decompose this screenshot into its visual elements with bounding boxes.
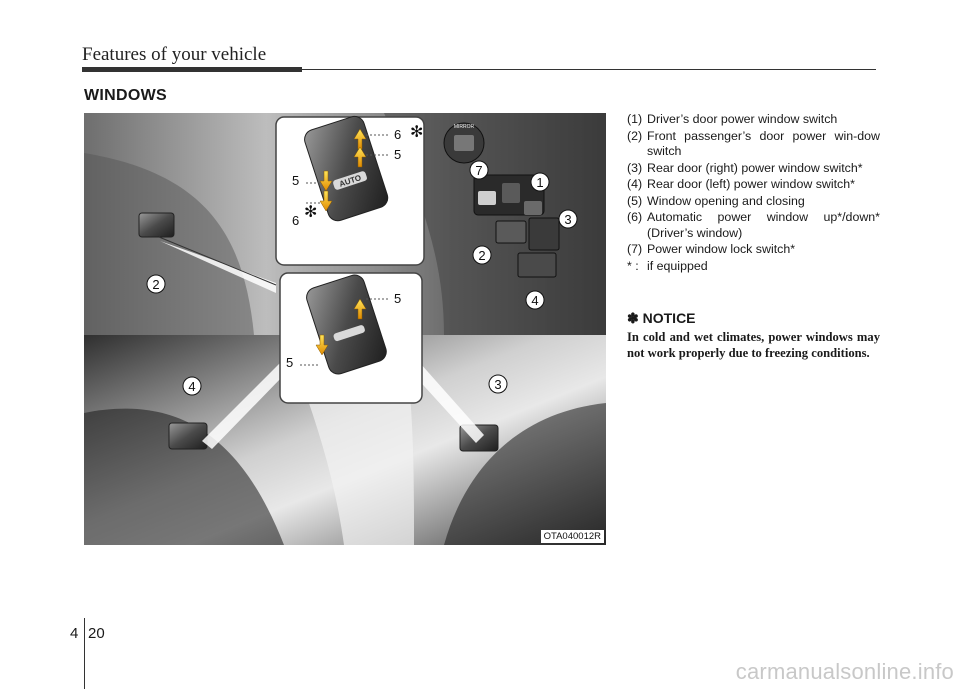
mirror-label: MIRROR	[453, 124, 475, 130]
list-item	[627, 129, 880, 160]
auto-label: AUTO	[338, 173, 363, 189]
page-header-title: Features of your vehicle	[82, 44, 267, 65]
notice-heading	[627, 310, 696, 327]
callout-7: 7	[475, 163, 483, 178]
callout-2-left: 2	[152, 277, 160, 292]
callout-4-upper: 4	[531, 293, 539, 308]
list-item	[627, 161, 880, 177]
list-item	[627, 259, 880, 275]
header-rule	[302, 69, 876, 70]
list-item	[627, 112, 880, 128]
window-switch-figure	[84, 113, 606, 545]
list-item-number: * :	[627, 258, 639, 273]
list-item-text: Rear door (right) power window switch*	[647, 160, 863, 175]
list-item-text: if equipped	[647, 258, 708, 273]
list-item-text: Window opening and closing	[647, 193, 805, 208]
callout-4-lower: 4	[188, 379, 196, 394]
list-item	[627, 194, 880, 210]
callout-1: 1	[536, 175, 544, 190]
list-item-text: Driver’s door power window switch	[647, 112, 838, 126]
figure-illustration	[84, 113, 606, 545]
list-item-number: (4)	[627, 177, 643, 191]
callout-5-bottom-b: 5	[286, 355, 294, 370]
callout-5-top: 5	[394, 147, 402, 162]
list-item-text: Power window lock switch*	[647, 242, 796, 256]
section-title: WINDOWS	[84, 87, 167, 104]
list-item	[627, 242, 880, 258]
header-bar	[82, 67, 302, 72]
footer-rule	[84, 618, 85, 689]
list-item-number: (3)	[627, 160, 643, 175]
callout-2-upper: 2	[478, 248, 486, 263]
callout-3-upper: 3	[564, 212, 572, 227]
watermark: carmanualsonline.info	[735, 659, 954, 684]
chapter-number: 4	[70, 625, 79, 642]
callout-6-top: 6	[394, 127, 402, 142]
star-left: ✻	[304, 202, 318, 221]
notice-text: In cold and wet climates, power windows may not work properly due to freezing conditions.	[627, 330, 880, 360]
list-item-text: Automatic power window up*/down* (Driver’s window)	[647, 210, 880, 240]
list-item-number: (1)	[627, 112, 643, 126]
list-item	[627, 210, 880, 241]
figure-code: OTA040012R	[541, 530, 604, 543]
list-item-number: (6)	[627, 210, 643, 224]
list-item-number: (7)	[627, 242, 643, 256]
list-item	[627, 177, 880, 193]
callout-5-bottom-a: 5	[394, 291, 402, 306]
callout-6-left: 6	[292, 213, 300, 228]
notice-title: NOTICE	[642, 310, 696, 326]
page-number: 20	[88, 625, 105, 642]
list-item-number: (2)	[627, 128, 643, 143]
star-top: ✻	[410, 122, 424, 141]
callout-5-left: 5	[292, 173, 300, 188]
list-item-number: (5)	[627, 193, 643, 208]
list-item-text: Rear door (left) power window switch*	[647, 177, 855, 191]
callout-3-lower: 3	[494, 377, 502, 392]
notice-icon: ✽	[627, 310, 639, 326]
list-item-text: Front passenger’s door power win-dow switch	[647, 128, 880, 158]
component-list	[627, 112, 880, 275]
